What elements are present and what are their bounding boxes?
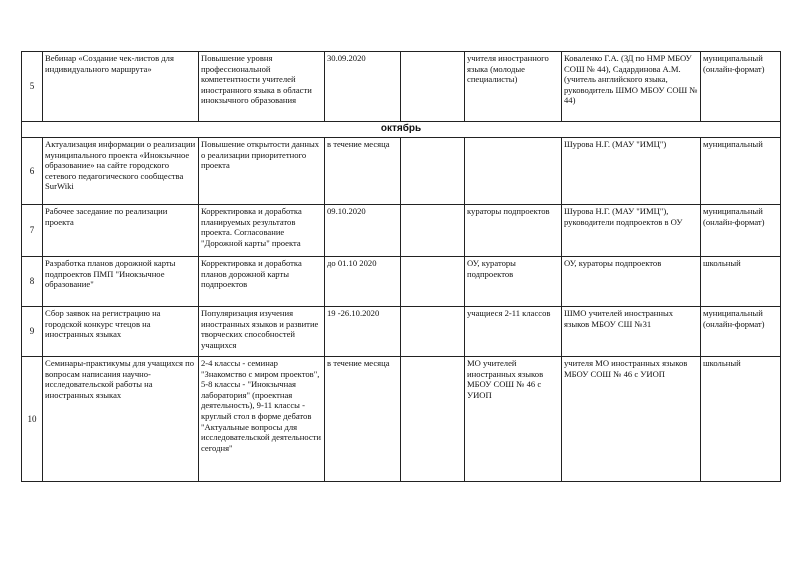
cell-participants: кураторы подпроектов (465, 205, 562, 257)
cell-responsible: ОУ, кураторы подпроектов (562, 257, 701, 307)
table-row (22, 205, 781, 257)
cell-date: 30.09.2020 (325, 52, 401, 122)
cell-date: 09.10.2020 (325, 205, 401, 257)
cell-responsible: ШМО учителей иностранных языков МБОУ СШ №31 (562, 307, 701, 357)
cell-event: Вебинар «Создание чек-листов для индивидуального маршрута» (43, 52, 199, 122)
table-row (22, 357, 781, 482)
cell-event: Семинары-практикумы для учащихся по вопросам написания научно-исследовательской работы на иностранных языках (43, 357, 199, 482)
cell-goal: Корректировка и доработка планируемых результатов проекта. Согласование "Дорожной карты" проекта (199, 205, 325, 257)
cell-num: 10 (22, 357, 43, 482)
month-row (22, 122, 781, 138)
cell-event: Сбор заявок на регистрацию на городской конкурс чтецов на иностранных языках (43, 307, 199, 357)
cell-extra (401, 138, 465, 205)
cell-date: 19 -26.10.2020 (325, 307, 401, 357)
plan-table (21, 51, 781, 482)
cell-extra (401, 205, 465, 257)
cell-participants: ОУ, кураторы подпроектов (465, 257, 562, 307)
cell-level: школьный (701, 357, 781, 482)
cell-responsible: Шурова Н.Г. (МАУ "ИМЦ") (562, 138, 701, 205)
cell-responsible: Коваленко Г.А. (ЗД по НМР МБОУ СОШ № 44), Садардинова А.М.(учитель английского языка, руководитель ШМО МБОУ СОШ № 44) (562, 52, 701, 122)
cell-goal: 2-4 классы - семинар "Знакомство с миром проектов", 5-8 классы - "Инокзычная лаборатория" (проектная деятельность), 9-11 классы - круглый стол в форме дебатов "Актуальные вопросы для исследовательской деятельности сегодня" (199, 357, 325, 482)
cell-responsible: Шурова Н.Г. (МАУ "ИМЦ"), руководители подпроектов в ОУ (562, 205, 701, 257)
cell-extra (401, 357, 465, 482)
cell-level: муниципальный (онлайн-формат) (701, 52, 781, 122)
cell-extra (401, 52, 465, 122)
cell-goal: Повышение открытости данных о реализации приоритетного проекта (199, 138, 325, 205)
cell-level: муниципальный (701, 138, 781, 205)
cell-event: Рабочее заседание по реализации проекта (43, 205, 199, 257)
cell-num: 5 (22, 52, 43, 122)
cell-event: Актуализация информации о реализации муниципального проекта «Инокзычное образование» на сайте городского сетевого педагогического сообщества SurWiki (43, 138, 199, 205)
cell-goal: Популяризация изучения иностранных языков и развитие творческих способностей учащихся (199, 307, 325, 357)
cell-date: в течение месяца (325, 357, 401, 482)
cell-participants: учителя иностранного языка (молодые специалисты) (465, 52, 562, 122)
cell-responsible: учителя МО иностранных языков МБОУ СОШ № 46 с УИОП (562, 357, 701, 482)
table-row (22, 307, 781, 357)
cell-date: до 01.10 2020 (325, 257, 401, 307)
cell-level: муниципальный (онлайн-формат) (701, 307, 781, 357)
cell-level: школьный (701, 257, 781, 307)
cell-num: 7 (22, 205, 43, 257)
month-heading: октябрь (22, 122, 781, 138)
cell-participants (465, 138, 562, 205)
cell-extra (401, 307, 465, 357)
cell-participants: учащиеся 2-11 классов (465, 307, 562, 357)
table-row (22, 257, 781, 307)
table-row (22, 138, 781, 205)
cell-goal: Повышение уровня профессиональной компетентности учителей иностранного языка в области инокзычного образования (199, 52, 325, 122)
cell-num: 8 (22, 257, 43, 307)
cell-goal: Корректировка и доработка планов дорожной карты подпроектов (199, 257, 325, 307)
cell-event: Разработка планов дорожной карты подпроектов ПМП "Инокзычное образование" (43, 257, 199, 307)
cell-level: муниципальный (онлайн-формат) (701, 205, 781, 257)
cell-num: 6 (22, 138, 43, 205)
cell-participants: МО учителей иностранных языков МБОУ СОШ № 46 с УИОП (465, 357, 562, 482)
cell-extra (401, 257, 465, 307)
cell-date: в течение месяца (325, 138, 401, 205)
table-row (22, 52, 781, 122)
cell-num: 9 (22, 307, 43, 357)
